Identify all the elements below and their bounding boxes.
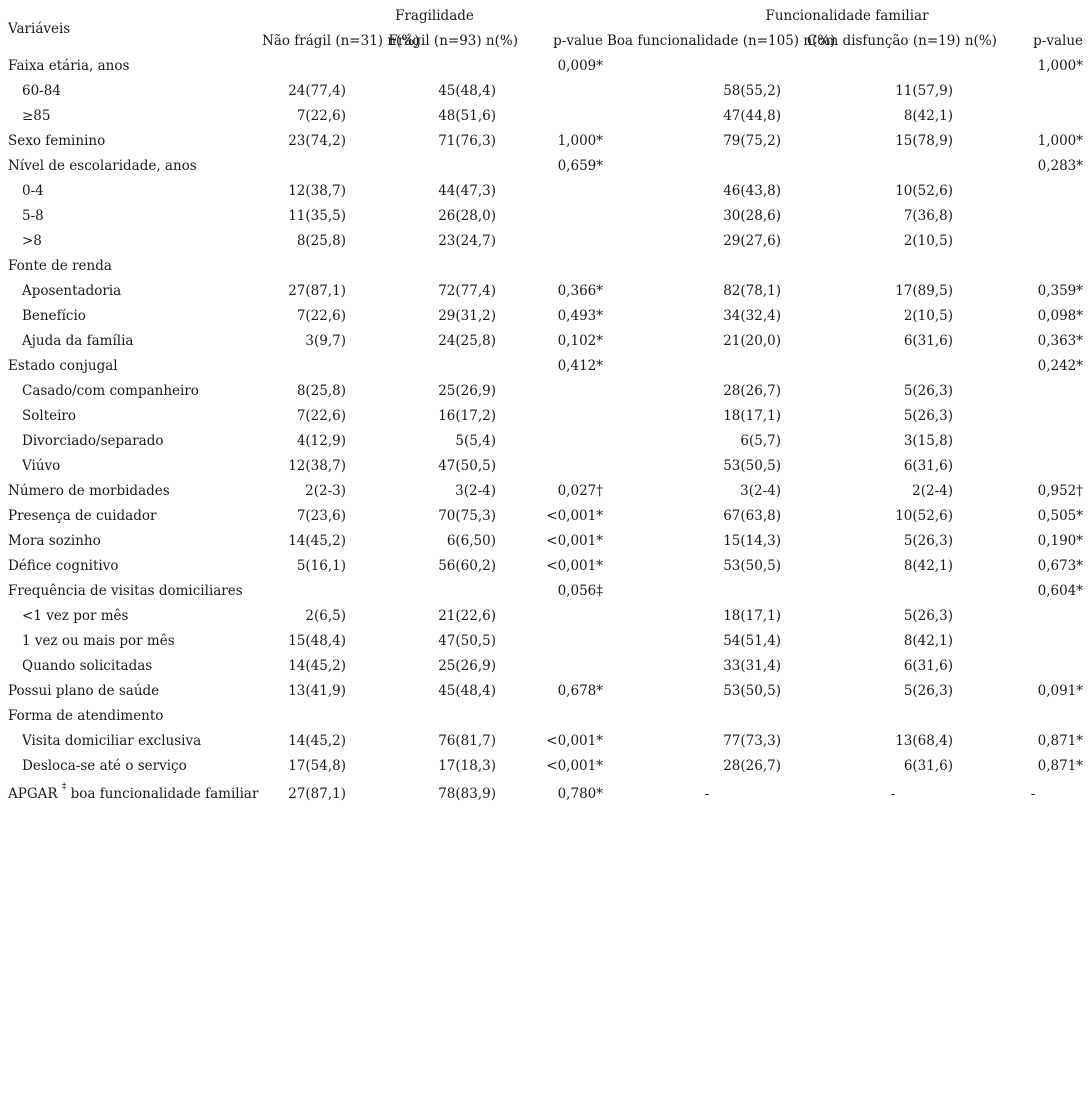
cell-pvalue-family: 0,952†	[1037, 483, 1084, 499]
cell-com-disfuncao	[807, 54, 979, 79]
row-label: Défice cognitivo	[8, 558, 119, 574]
row-label: Aposentadoria	[22, 283, 122, 299]
cell-boa-funcionalidade: -	[704, 786, 710, 802]
cell-com-disfuncao: 6(31,6)	[903, 458, 953, 474]
table-row	[0, 704, 1087, 729]
cell-pvalue-frailty	[522, 404, 607, 429]
table-row	[0, 529, 1087, 554]
cell-boa-funcionalidade: 53(50,5)	[723, 558, 781, 574]
cell-com-disfuncao	[807, 704, 979, 729]
cell-pvalue-family	[979, 204, 1087, 229]
cell-pvalue-frailty: <0,001*	[546, 558, 603, 574]
cell-nao-fragil: 14(45,2)	[288, 533, 346, 549]
row-label: Sexo feminino	[8, 133, 106, 149]
cell-pvalue-family	[979, 654, 1087, 679]
cell-fragil: 6(6,50)	[446, 533, 496, 549]
cell-boa-funcionalidade	[607, 54, 807, 79]
cell-com-disfuncao: -	[890, 786, 896, 802]
cell-pvalue-frailty: 0,366*	[557, 283, 603, 299]
row-label: Fonte de renda	[8, 258, 112, 274]
cell-com-disfuncao	[807, 154, 979, 179]
row-label: Divorciado/separado	[22, 433, 164, 449]
cell-fragil: 29(31,2)	[438, 308, 496, 324]
cell-pvalue-family	[979, 604, 1087, 629]
cell-com-disfuncao: 15(78,9)	[895, 133, 953, 149]
cell-com-disfuncao: 2(10,5)	[903, 308, 953, 324]
cell-boa-funcionalidade: 6(5,7)	[740, 433, 781, 449]
row-label-apgar	[0, 779, 262, 809]
table-row	[0, 429, 1087, 454]
cell-pvalue-frailty	[522, 204, 607, 229]
cell-boa-funcionalidade: 58(55,2)	[723, 83, 781, 99]
cell-pvalue-frailty	[522, 654, 607, 679]
cell-boa-funcionalidade: 30(28,6)	[723, 208, 781, 224]
cell-nao-fragil: 8(25,8)	[296, 233, 346, 249]
cell-nao-fragil	[262, 254, 372, 279]
cell-pvalue-family	[979, 254, 1087, 279]
table-row	[0, 629, 1087, 654]
cell-com-disfuncao: 10(52,6)	[895, 183, 953, 199]
apgar-label-suffix: boa funcionalidade familiar	[70, 786, 259, 802]
cell-fragil: 78(83,9)	[438, 786, 496, 802]
cell-nao-fragil	[262, 354, 372, 379]
cell-nao-fragil: 14(45,2)	[288, 658, 346, 674]
cell-pvalue-family	[979, 229, 1087, 254]
row-label: Quando solicitadas	[22, 658, 153, 674]
table-row	[0, 229, 1087, 254]
table-row	[0, 379, 1087, 404]
header-group-row	[0, 4, 1087, 29]
cell-pvalue-frailty: 0,780*	[557, 786, 603, 802]
cell-pvalue-family	[979, 404, 1087, 429]
table-row	[0, 279, 1087, 304]
row-label: 1 vez ou mais por mês	[22, 633, 175, 649]
cell-com-disfuncao: 5(26,3)	[903, 408, 953, 424]
cell-nao-fragil: 3(9,7)	[305, 333, 346, 349]
row-label: >8	[22, 233, 42, 249]
cell-boa-funcionalidade	[607, 254, 807, 279]
cell-fragil: 76(81,7)	[438, 733, 496, 749]
cell-fragil: 5(5,4)	[455, 433, 496, 449]
cell-boa-funcionalidade: 3(2-4)	[740, 483, 781, 499]
row-label: Presença de cuidador	[8, 508, 157, 524]
cell-pvalue-family: 0,283*	[1037, 158, 1084, 174]
cell-fragil: 56(60,2)	[438, 558, 496, 574]
cell-boa-funcionalidade	[607, 154, 807, 179]
cell-fragil: 70(75,3)	[438, 508, 496, 524]
row-label: Frequência de visitas domiciliares	[8, 583, 243, 599]
cell-pvalue-frailty	[522, 104, 607, 129]
cell-fragil: 25(26,9)	[438, 658, 496, 674]
cell-pvalue-family: 0,091*	[1037, 683, 1084, 699]
row-label: Faixa etária, anos	[8, 58, 130, 74]
cell-nao-fragil: 2(2-3)	[305, 483, 346, 499]
cell-fragil: 17(18,3)	[438, 758, 496, 774]
cell-com-disfuncao: 10(52,6)	[895, 508, 953, 524]
cell-com-disfuncao: 5(26,3)	[903, 533, 953, 549]
cell-pvalue-family: 0,098*	[1037, 308, 1084, 324]
cell-pvalue-family: 0,359*	[1037, 283, 1084, 299]
apgar-label-prefix: APGAR	[8, 786, 58, 802]
table-row	[0, 754, 1087, 779]
row-label: Visita domiciliar exclusiva	[22, 733, 202, 749]
cell-pvalue-frailty	[522, 379, 607, 404]
table-row	[0, 354, 1087, 379]
table-row	[0, 254, 1087, 279]
cell-pvalue-family	[979, 79, 1087, 104]
table-row	[0, 304, 1087, 329]
cell-boa-funcionalidade: 33(31,4)	[723, 658, 781, 674]
table-row	[0, 54, 1087, 79]
table-row	[0, 79, 1087, 104]
cell-pvalue-frailty	[522, 454, 607, 479]
cell-pvalue-frailty: <0,001*	[546, 533, 603, 549]
cell-pvalue-frailty	[522, 604, 607, 629]
cell-pvalue-family	[979, 704, 1087, 729]
table-row	[0, 604, 1087, 629]
cell-com-disfuncao: 6(31,6)	[903, 658, 953, 674]
row-label: Forma de atendimento	[8, 708, 164, 724]
row-label: 60-84	[22, 83, 61, 99]
cell-boa-funcionalidade: 79(75,2)	[723, 133, 781, 149]
cell-fragil: 71(76,3)	[438, 133, 496, 149]
cell-nao-fragil	[262, 704, 372, 729]
cell-boa-funcionalidade: 21(20,0)	[723, 333, 781, 349]
cell-fragil: 44(47,3)	[438, 183, 496, 199]
cell-pvalue-frailty	[522, 704, 607, 729]
cell-nao-fragil	[262, 154, 372, 179]
cell-fragil: 47(50,5)	[438, 633, 496, 649]
cell-boa-funcionalidade: 18(17,1)	[723, 408, 781, 424]
cell-pvalue-family: 0,871*	[1037, 758, 1084, 774]
cell-fragil: 48(51,6)	[438, 108, 496, 124]
cell-com-disfuncao: 2(2-4)	[912, 483, 953, 499]
table-row	[0, 104, 1087, 129]
row-label: Estado conjugal	[8, 358, 118, 374]
cell-pvalue-frailty	[522, 629, 607, 654]
cell-com-disfuncao: 6(31,6)	[903, 758, 953, 774]
row-label: 5-8	[22, 208, 44, 224]
cell-pvalue-family: 0,242*	[1037, 358, 1084, 374]
table-row	[0, 479, 1087, 504]
header-col-nao-fragil: Não frágil (n=31) n(%)	[262, 33, 420, 49]
cell-nao-fragil: 2(6,5)	[305, 608, 346, 624]
cell-nao-fragil: 13(41,9)	[288, 683, 346, 699]
cell-pvalue-frailty: 0,009*	[557, 58, 603, 74]
cell-boa-funcionalidade: 53(50,5)	[723, 683, 781, 699]
table-row	[0, 179, 1087, 204]
cell-boa-funcionalidade: 15(14,3)	[723, 533, 781, 549]
cell-boa-funcionalidade: 28(26,7)	[723, 383, 781, 399]
cell-pvalue-frailty	[522, 429, 607, 454]
cell-com-disfuncao: 3(15,8)	[903, 433, 953, 449]
header-col-pvalue-frailty: p-value	[553, 33, 603, 49]
cell-pvalue-frailty: 0,493*	[557, 308, 603, 324]
cell-com-disfuncao: 8(42,1)	[903, 633, 953, 649]
table-row	[0, 329, 1087, 354]
header-col-com-disfuncao: Com disfunção (n=19) n(%)	[807, 33, 997, 49]
cell-pvalue-frailty	[522, 179, 607, 204]
cell-pvalue-frailty: <0,001*	[546, 758, 603, 774]
cell-fragil: 26(28,0)	[438, 208, 496, 224]
cell-nao-fragil: 11(35,5)	[288, 208, 346, 224]
cell-com-disfuncao: 13(68,4)	[895, 733, 953, 749]
table-row	[0, 454, 1087, 479]
header-group-family-functionality: Funcionalidade familiar	[765, 8, 929, 24]
table-row	[0, 129, 1087, 154]
cell-fragil: 45(48,4)	[438, 683, 496, 699]
cell-pvalue-family: 1,000*	[1037, 58, 1084, 74]
cell-nao-fragil	[262, 54, 372, 79]
cell-com-disfuncao	[807, 354, 979, 379]
row-label: 0-4	[22, 183, 44, 199]
cell-nao-fragil: 14(45,2)	[288, 733, 346, 749]
cell-nao-fragil: 23(74,2)	[288, 133, 346, 149]
cell-nao-fragil: 12(38,7)	[288, 183, 346, 199]
cell-nao-fragil: 17(54,8)	[288, 758, 346, 774]
cell-nao-fragil: 24(77,4)	[288, 83, 346, 99]
cell-pvalue-family	[979, 629, 1087, 654]
header-variables: Variáveis	[8, 20, 71, 37]
cell-fragil: 21(22,6)	[438, 608, 496, 624]
cell-nao-fragil: 7(22,6)	[296, 108, 346, 124]
cell-nao-fragil: 4(12,9)	[296, 433, 346, 449]
cell-boa-funcionalidade: 77(73,3)	[723, 733, 781, 749]
cell-nao-fragil: 8(25,8)	[296, 383, 346, 399]
cell-boa-funcionalidade	[607, 579, 807, 604]
cell-pvalue-frailty	[522, 254, 607, 279]
cell-pvalue-family: 1,000*	[1037, 133, 1084, 149]
cell-boa-funcionalidade: 34(32,4)	[723, 308, 781, 324]
cell-boa-funcionalidade: 47(44,8)	[723, 108, 781, 124]
cell-nao-fragil: 7(23,6)	[296, 508, 346, 524]
cell-pvalue-family	[979, 179, 1087, 204]
cell-pvalue-family: 0,363*	[1037, 333, 1084, 349]
cell-fragil: 16(17,2)	[438, 408, 496, 424]
cell-pvalue-family: 0,190*	[1037, 533, 1084, 549]
cell-boa-funcionalidade: 46(43,8)	[723, 183, 781, 199]
table-row	[0, 729, 1087, 754]
cell-pvalue-family	[979, 379, 1087, 404]
table-row	[0, 504, 1087, 529]
row-label: Casado/com companheiro	[22, 383, 199, 399]
cell-fragil	[372, 579, 522, 604]
cell-fragil	[372, 54, 522, 79]
row-label: Benefício	[22, 308, 86, 324]
cell-nao-fragil: 7(22,6)	[296, 308, 346, 324]
cell-nao-fragil: 5(16,1)	[296, 558, 346, 574]
cell-boa-funcionalidade: 18(17,1)	[723, 608, 781, 624]
cell-fragil: 45(48,4)	[438, 83, 496, 99]
cell-pvalue-family	[979, 429, 1087, 454]
apgar-footnote-mark: ‡	[61, 781, 67, 792]
cell-nao-fragil: 7(22,6)	[296, 408, 346, 424]
table-row	[0, 404, 1087, 429]
row-label: Mora sozinho	[8, 533, 101, 549]
row-label: Desloca-se até o serviço	[22, 758, 187, 774]
cell-com-disfuncao: 11(57,9)	[895, 83, 953, 99]
cell-com-disfuncao: 2(10,5)	[903, 233, 953, 249]
cell-fragil	[372, 254, 522, 279]
cell-com-disfuncao: 5(26,3)	[903, 683, 953, 699]
cell-nao-fragil: 15(48,4)	[288, 633, 346, 649]
row-label: Ajuda da família	[22, 333, 134, 349]
cell-pvalue-frailty: 0,659*	[557, 158, 603, 174]
cell-pvalue-family: 0,505*	[1037, 508, 1084, 524]
cell-fragil: 72(77,4)	[438, 283, 496, 299]
header-col-fragil: Frágil (n=93) n(%)	[388, 33, 518, 49]
header-col-pvalue-family: p-value	[1033, 33, 1084, 49]
cell-pvalue-frailty: 0,412*	[557, 358, 603, 374]
cell-nao-fragil: 12(38,7)	[288, 458, 346, 474]
cell-pvalue-frailty: 0,056‡	[557, 583, 603, 599]
cell-pvalue-frailty	[522, 229, 607, 254]
row-label: Possui plano de saúde	[8, 683, 160, 699]
cell-boa-funcionalidade	[607, 354, 807, 379]
cell-boa-funcionalidade: 67(63,8)	[723, 508, 781, 524]
cell-fragil: 23(24,7)	[438, 233, 496, 249]
cell-pvalue-frailty: <0,001*	[546, 508, 603, 524]
cell-fragil	[372, 704, 522, 729]
cell-pvalue-frailty: 0,027†	[557, 483, 603, 499]
cell-nao-fragil	[262, 579, 372, 604]
cell-pvalue-family	[979, 104, 1087, 129]
cell-nao-fragil: 27(87,1)	[288, 283, 346, 299]
row-label: Viúvo	[22, 458, 61, 474]
cell-pvalue-family: -	[1030, 786, 1036, 802]
table-row-apgar	[0, 779, 1087, 809]
cell-com-disfuncao: 5(26,3)	[903, 383, 953, 399]
results-table	[0, 4, 1087, 809]
cell-fragil	[372, 154, 522, 179]
table-row	[0, 554, 1087, 579]
table-row	[0, 654, 1087, 679]
data-table-document	[0, 4, 1091, 809]
cell-pvalue-family: 0,871*	[1037, 733, 1084, 749]
table-row	[0, 154, 1087, 179]
cell-fragil: 3(2-4)	[455, 483, 496, 499]
cell-pvalue-frailty: <0,001*	[546, 733, 603, 749]
cell-fragil: 47(50,5)	[438, 458, 496, 474]
cell-fragil: 25(26,9)	[438, 383, 496, 399]
header-group-frailty: Fragilidade	[395, 8, 474, 24]
table-row	[0, 579, 1087, 604]
cell-boa-funcionalidade: 53(50,5)	[723, 458, 781, 474]
cell-fragil	[372, 354, 522, 379]
cell-com-disfuncao: 7(36,8)	[903, 208, 953, 224]
cell-pvalue-family: 0,604*	[1037, 583, 1084, 599]
cell-pvalue-frailty: 1,000*	[557, 133, 603, 149]
cell-boa-funcionalidade	[607, 704, 807, 729]
cell-boa-funcionalidade: 82(78,1)	[723, 283, 781, 299]
cell-fragil: 24(25,8)	[438, 333, 496, 349]
row-label: ≥85	[22, 108, 51, 124]
cell-com-disfuncao: 8(42,1)	[903, 558, 953, 574]
row-label: <1 vez por mês	[22, 608, 129, 624]
cell-boa-funcionalidade: 28(26,7)	[723, 758, 781, 774]
row-label: Número de morbidades	[8, 483, 170, 499]
cell-com-disfuncao: 8(42,1)	[903, 108, 953, 124]
cell-pvalue-family: 0,673*	[1037, 558, 1084, 574]
row-label: Solteiro	[22, 408, 77, 424]
cell-com-disfuncao	[807, 579, 979, 604]
row-label: Nível de escolaridade, anos	[8, 158, 197, 174]
cell-pvalue-frailty: 0,102*	[557, 333, 603, 349]
cell-com-disfuncao: 17(89,5)	[895, 283, 953, 299]
cell-pvalue-frailty: 0,678*	[557, 683, 603, 699]
cell-pvalue-family	[979, 454, 1087, 479]
cell-com-disfuncao: 5(26,3)	[903, 608, 953, 624]
header-col-boa-funcionalidade: Boa funcionalidade (n=105) n(%)	[607, 33, 836, 49]
cell-boa-funcionalidade: 54(51,4)	[723, 633, 781, 649]
table-row	[0, 679, 1087, 704]
cell-com-disfuncao: 6(31,6)	[903, 333, 953, 349]
table-row	[0, 204, 1087, 229]
cell-nao-fragil: 27(87,1)	[288, 786, 346, 802]
table-body	[0, 54, 1087, 809]
cell-pvalue-frailty	[522, 79, 607, 104]
cell-boa-funcionalidade: 29(27,6)	[723, 233, 781, 249]
cell-com-disfuncao	[807, 254, 979, 279]
